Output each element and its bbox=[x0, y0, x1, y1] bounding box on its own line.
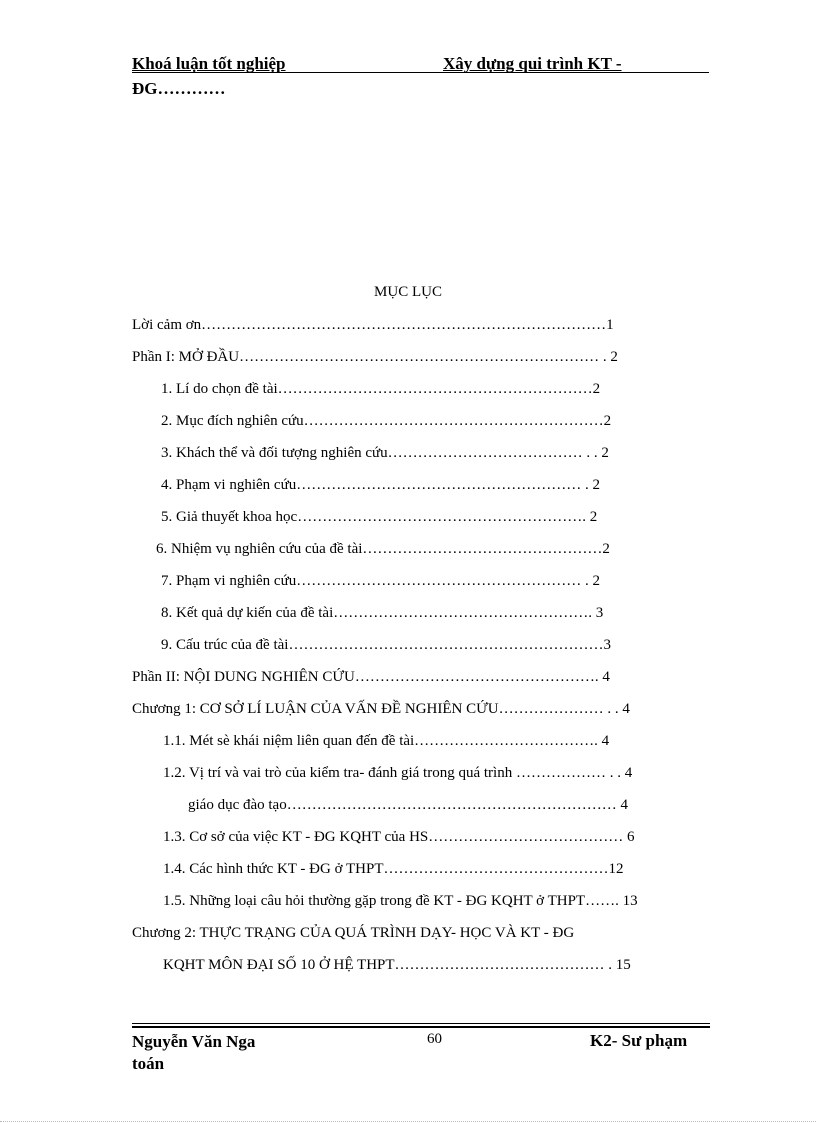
toc-entry: 2. Mục đích nghiên cứu……………………………………………………2 bbox=[161, 413, 612, 429]
footer-author bbox=[132, 1031, 255, 1075]
toc-entry: 4. Phạm vi nghiên cứu………………………………………………… . 2 bbox=[161, 477, 600, 493]
page-number: 60 bbox=[427, 1031, 442, 1047]
toc-entry: Lời cảm ơn………………………………………………………………………1 bbox=[132, 317, 614, 333]
toc-entry: Phần II: NỘI DUNG NGHIÊN CỨU…………………………………………. 4 bbox=[132, 669, 610, 685]
toc-entry: 1.4. Các hình thức KT - ĐG ở THPT………………………………………12 bbox=[163, 861, 624, 877]
footer-rule bbox=[132, 1023, 710, 1028]
toc-entry: 7. Phạm vi nghiên cứu………………………………………………… . 2 bbox=[161, 573, 600, 589]
toc-entry: 1.5. Những loại câu hỏi thường gặp trong đề KT - ĐG KQHT ở THPT……. 13 bbox=[163, 893, 638, 909]
page-edge bbox=[0, 1121, 816, 1122]
header-topic-continuation: ĐG………… bbox=[132, 79, 226, 98]
toc-entry: Chương 2: THỰC TRẠNG CỦA QUÁ TRÌNH DẠY- HỌC VÀ KT - ĐG bbox=[132, 925, 575, 941]
footer-program: K2- Sư phạm bbox=[590, 1031, 688, 1050]
toc-entry: 8. Kết quả dự kiến của đề tài……………………………………………. 3 bbox=[161, 605, 604, 621]
toc-entry: 6. Nhiệm vụ nghiên cứu của đề tài…………………………………………2 bbox=[156, 541, 610, 557]
footer-author-name: Nguyễn Văn Nga bbox=[132, 1032, 256, 1051]
toc-entry: giáo dục đào tạo………………………………………………………… 4 bbox=[188, 797, 628, 813]
header-thesis-topic: Xây dựng qui trình KT - bbox=[443, 54, 622, 73]
toc-entry: 5. Giả thuyết khoa học…………………………………………………. 2 bbox=[161, 509, 598, 525]
toc-entry: KQHT MÔN ĐẠI SỐ 10 Ở HỆ THPT…………………………………… . 15 bbox=[163, 957, 631, 973]
toc-entry: 1.3. Cơ sở của việc KT - ĐG KQHT của HS………………………………… 6 bbox=[163, 829, 635, 845]
header-thesis-label: Khoá luận tốt nghiệp bbox=[132, 54, 286, 73]
header-rule bbox=[132, 72, 709, 73]
footer-author-continuation: toán bbox=[132, 1054, 165, 1073]
page-header bbox=[132, 54, 709, 99]
toc-title: MỤC LỤC bbox=[374, 284, 442, 300]
toc-entry: Phần I: MỞ ĐẦU……………………………………………………………… . 2 bbox=[132, 349, 618, 365]
toc-entry: 1. Lí do chọn đề tài………………………………………………………2 bbox=[161, 381, 601, 397]
toc-entry: Chương 1: CƠ SỞ LÍ LUẬN CỦA VẤN ĐỀ NGHIÊN CỨU………………… . . 4 bbox=[132, 701, 630, 717]
toc-entry: 1.1. Mét sè khái niệm liên quan đến đề tài………………………………. 4 bbox=[163, 733, 610, 749]
toc-entry: 9. Cấu trúc của đề tài………………………………………………………3 bbox=[161, 637, 611, 653]
toc-entry: 3. Khách thể và đối tượng nghiên cứu………………………………… . . 2 bbox=[161, 445, 609, 461]
toc-entry: 1.2. Vị trí và vai trò của kiểm tra- đánh giá trong quá trình ……………… . . 4 bbox=[163, 765, 633, 781]
